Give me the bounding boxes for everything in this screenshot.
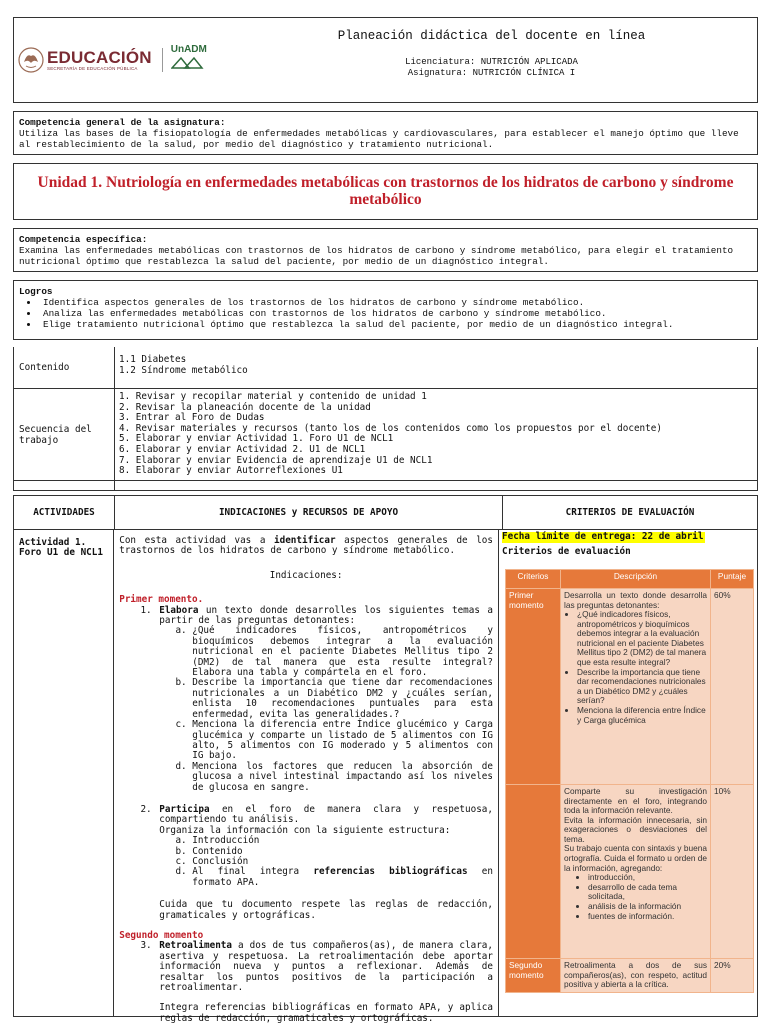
logros-label: Logros: [19, 286, 53, 297]
primer-momento-label: Primer momento.: [119, 594, 204, 606]
header-criterios: CRITERIOS DE EVALUACIÓN: [565, 507, 695, 518]
actividad-intro: Con esta actividad vas a identificar aspectos generales de los trastornos de los hidratos de carbono y síndrome metabólico.: [119, 535, 493, 557]
eagle-emblem-icon: [18, 47, 44, 73]
criterio-desc: Comparte su investigación directamente en el foro, integrando toda la información relevante. Evita la información innecesaria, sin exageraciones o desviaciones del tema. Su trabajo cuenta con sintaxis y buena ortografía. Cuida el formato u orden de la información, agregando: • introducción, • desarrollo de cada tema solicitada, • análisis de la información • fuentes de información.: [561, 784, 711, 958]
criterio-desc-item: • introducción,: [588, 873, 707, 883]
logro-item: • Analiza las enfermedades metabólicas con trastornos de los hidratos de carbono y síndrome metabólico.: [39, 308, 752, 319]
competencia-general-section: [13, 111, 758, 155]
step-3-extra: Integra referencias bibliográficas en formato APA, y aplica reglas de redacción, gramaticales y ortográficas.: [159, 1002, 493, 1024]
criterio-name: Segundo momento: [506, 958, 561, 992]
competencia-especifica-section: [13, 228, 758, 272]
cuida-note: Cuida que tu documento respete las reglas de redacción, gramaticales y ortográficas.: [159, 899, 493, 921]
table-row: [506, 784, 754, 958]
deadline-highlight: Fecha límite de entrega: 22 de abril: [502, 531, 704, 542]
unadm-logo: [171, 45, 207, 75]
unadm-mark-icon: [171, 56, 205, 70]
activities-table: [13, 495, 758, 1024]
criterio-puntaje: 10%: [711, 784, 754, 958]
criterio-name: Primer momento: [506, 588, 561, 784]
step-1-item: b. Describe la importancia que tiene dar recomendaciones nutricionales a un Diabético DM2 y ¿cuáles serían, enlista 10 recomendaciones puntuales para esta enfermedad, evita las generalidades.?: [192, 678, 493, 720]
contenido-row: [13, 347, 758, 389]
indicaciones-label: Indicaciones:: [269, 569, 343, 581]
criterio-desc-item: • Describe la importancia que tiene dar recomendaciones nutricionales a un Diabético DM2 y ¿cuáles serían?: [577, 668, 707, 706]
secuencia-item: 8. Elaborar y enviar Autorreflexiones U1: [119, 465, 343, 477]
document-page: [13, 17, 758, 1024]
step-1-item: c. Menciona la diferencia entre Índice glucémico y Carga glucémica y comparte un listado de 5 alimentos con IG alto, 5 alimentos con IG moderado y 5 alimentos con IG bajo.: [192, 720, 493, 762]
header-indicaciones: INDICACIONES y RECURSOS DE APOYO: [115, 496, 503, 529]
secuencia-row: [13, 389, 758, 481]
step-2-sublist: [159, 836, 493, 888]
contenido-item: 1.2 Síndrome metabólico: [119, 364, 248, 376]
segundo-momento-label: Segundo momento: [119, 930, 204, 941]
unidad-title: Unidad 1. Nutriología en enfermedades metabólicas con trastornos de los hidratos de carbono y síndrome metabólico: [37, 174, 734, 208]
header-actividades: ACTIVIDADES: [14, 496, 115, 529]
criterios-cell: [499, 530, 757, 1016]
licenciatura-line: Licenciatura: NUTRICIÓN APLICADA: [405, 57, 578, 67]
criterio-desc: Retroalimenta a dos de sus compañeros(as), con respeto, actitud positiva y abierta a la crítica.: [561, 958, 711, 992]
logos: [14, 18, 226, 102]
secuencia-item: 5. Elaborar y enviar Actividad 1. Foro U1 de NCL1: [119, 433, 394, 445]
criterio-desc: Desarrolla un texto donde desarrolla las preguntas detonantes: • ¿Qué indicadores físicos, antropométricos y bioquímicos debemos integrar a la evaluación nutricional en el paciente Diabetes Mellitus tipo 2 (DM2) de tal manera que esta resulte integral? • Describe la importancia que tiene dar recomendaciones nutricionales a un Diabético DM2 y ¿cuáles serían? • Menciona la diferencia entre Índice y Carga glucémica: [561, 588, 711, 784]
steps-list-1: [119, 606, 493, 921]
criterios-table: [505, 569, 754, 993]
secuencia-item: 3. Entrar al Foro de Dudas: [119, 412, 265, 424]
step-2-item: b. Contenido: [192, 847, 493, 857]
indicaciones-cell: [114, 530, 499, 1024]
logo-divider: [162, 48, 163, 72]
secuencia-item: 4. Revisar materiales y recursos (tanto los de los contenidos como los propuestos por el docente): [119, 422, 662, 434]
document-title: Planeación didáctica del docente en línea: [337, 29, 646, 43]
step-1-item: a. ¿Qué indicadores físicos, antropométricos y bioquímicos debemos integrar a la evaluación nutricional en el paciente Diabetes Mellitus tipo 2 (DM2) de tal manera que esta resulte integral? Elabora una tabla y compártela en el foro.: [192, 626, 493, 678]
criterio-desc-item: • ¿Qué indicadores físicos, antropométricos y bioquímicos debemos integrar a la evaluación nutricional en el paciente Diabetes Mellitus tipo 2 (DM2) de tal manera que esta resulte integral?: [577, 610, 707, 668]
criterio-desc-item: • Menciona la diferencia entre Índice y Carga glucémica: [577, 706, 707, 725]
sep-wordmark: SECRETARÍA DE EDUCACIÓN PÚBLICA: [47, 66, 138, 71]
criterio-puntaje: 20%: [711, 958, 754, 992]
step-2-item: d. Al final integra referencias bibliográficas en formato APA.: [192, 867, 493, 888]
logro-item: • Elige tratamiento nutricional óptimo que restablezca la salud del paciente, por medio de un diagnóstico integral.: [39, 319, 752, 330]
table-row: [506, 958, 754, 992]
step-2-org: Organiza la información con la siguiente estructura:: [159, 824, 451, 836]
contenido-label: Contenido: [14, 347, 115, 388]
educacion-logo: [18, 47, 152, 73]
steps-list-2: [119, 941, 493, 1024]
actividad-name: Actividad 1. Foro U1 de NCL1: [14, 530, 114, 1016]
secuencia-item: 1. Revisar y recopilar material y contenido de unidad 1: [119, 391, 427, 402]
unadm-wordmark: UnADM: [170, 44, 207, 55]
header-titles: [226, 18, 757, 102]
step-1-sublist: [159, 626, 493, 793]
activities-header-row: [14, 496, 757, 530]
competencia-general-label: Competencia general de la asignatura:: [19, 117, 226, 128]
criterios-header-row: [506, 569, 754, 588]
competencia-general-text: Utiliza las bases de la fisiopatología de enfermedades metabólicas y cardiovasculares, para establecer el manejo óptimo que lleve al restablecimiento de la salud, por medio del diagnóstico y tratamiento nutricional.: [19, 128, 739, 150]
criterio-desc-item: • fuentes de información.: [588, 912, 707, 922]
step-2: 2. Participa en el foro de manera clara y respetuosa, compartiendo tu análisis. Organiza la información con la siguiente estructura: a. Introducción b. Contenido c. Conclusión d. Al final integra referencias bibliográficas en formato APA. Cuida que tu documento respete las reglas de redacción, gramaticales y ortográficas.: [157, 805, 493, 921]
criterio-desc-item: • desarrollo de cada tema solicitada,: [588, 883, 707, 902]
table-row: [506, 588, 754, 784]
contenido-item: 1.1 Diabetes: [119, 354, 187, 365]
logros-list: [19, 297, 752, 330]
secuencia-item: 2. Revisar la planeación docente de la unidad: [119, 401, 371, 413]
criterio-puntaje: 60%: [711, 588, 754, 784]
th-descripcion: Descripción: [561, 569, 711, 588]
secuencia-label: Secuencia del trabajo: [14, 389, 115, 480]
step-1-item: d. Menciona los factores que reducen la absorción de glucosa a nivel intestinal impactando así los niveles de glucosa en sangre.: [192, 762, 493, 793]
step-1: 1. Elabora un texto donde desarrolles los siguientes temas a partir de las preguntas detonantes: a. ¿Qué indicadores físicos, antropométricos y bioquímicos debemos integrar a la evaluación nutricional en el paciente Diabetes Mellitus tipo 2 (DM2) de tal manera que esta resulte integral? Elabora una tabla y compártela en el foro. b. Describe la importancia que tiene dar recomendaciones nutricionales a un Diabético DM2 y ¿cuáles serían, enlista 10 recomendaciones puntuales para esta enfermedad, evita las generalidades.? c. Menciona la diferencia entre Índice glucémico y Carga glucémica y comparte un listado de 5 alimentos con IG alto, 5 alimentos con IG moderado y 5 alimentos con IG bajo. d. Menciona los factores que reducen la absorción de glucosa a nivel intestinal impactando así los niveles de glucosa en sangre.: [157, 606, 493, 793]
secuencia-item: 6. Elaborar y enviar Actividad 2. U1 de NCL1: [119, 443, 366, 455]
spacer-row: [13, 481, 758, 491]
criterio-desc-item: • análisis de la información: [588, 902, 707, 912]
th-puntaje: Puntaje: [711, 569, 754, 588]
th-criterios: Criterios: [506, 569, 561, 588]
asignatura-line: Asignatura: NUTRICIÓN CLÍNICA I: [407, 67, 576, 78]
step-2-item: c. Conclusión: [192, 857, 493, 867]
step-2-item: a. Introducción: [192, 836, 493, 846]
activities-body-row: [14, 530, 757, 1024]
document-header: [13, 17, 758, 103]
step-3: 3. Retroalimenta a dos de tus compañeros(as), de manera clara, asertiva y respetuosa. La retroalimentación debe aportar información nueva y puntos a reflexionar. Además de resaltar los puntos positivos de la participación a retroalimentar. Integra referencias bibliográficas en formato APA, y aplica reglas de redacción, gramaticales y ortográficas.: [157, 941, 493, 1024]
competencia-especifica-text: Examina las enfermedades metabólicas con trastornos de los hidratos de carbono y síndrome metabólico, para elegir el tratamiento nutricional óptimo que restablezca la salud del paciente, por medio de un diagnóstico integral.: [19, 245, 734, 267]
educacion-wordmark: EDUCACIÓN: [47, 48, 152, 67]
criterios-title: Criterios de evaluación: [502, 545, 631, 557]
logros-section: [13, 280, 758, 340]
secuencia-item: 7. Elaborar y enviar Evidencia de aprendizaje U1 de NCL1: [119, 454, 433, 466]
logro-item: • Identifica aspectos generales de los trastornos de los hidratos de carbono y síndrome metabólico.: [39, 297, 752, 308]
unidad-title-box: [13, 163, 758, 220]
competencia-especifica-label: Competencia específica:: [19, 234, 148, 245]
